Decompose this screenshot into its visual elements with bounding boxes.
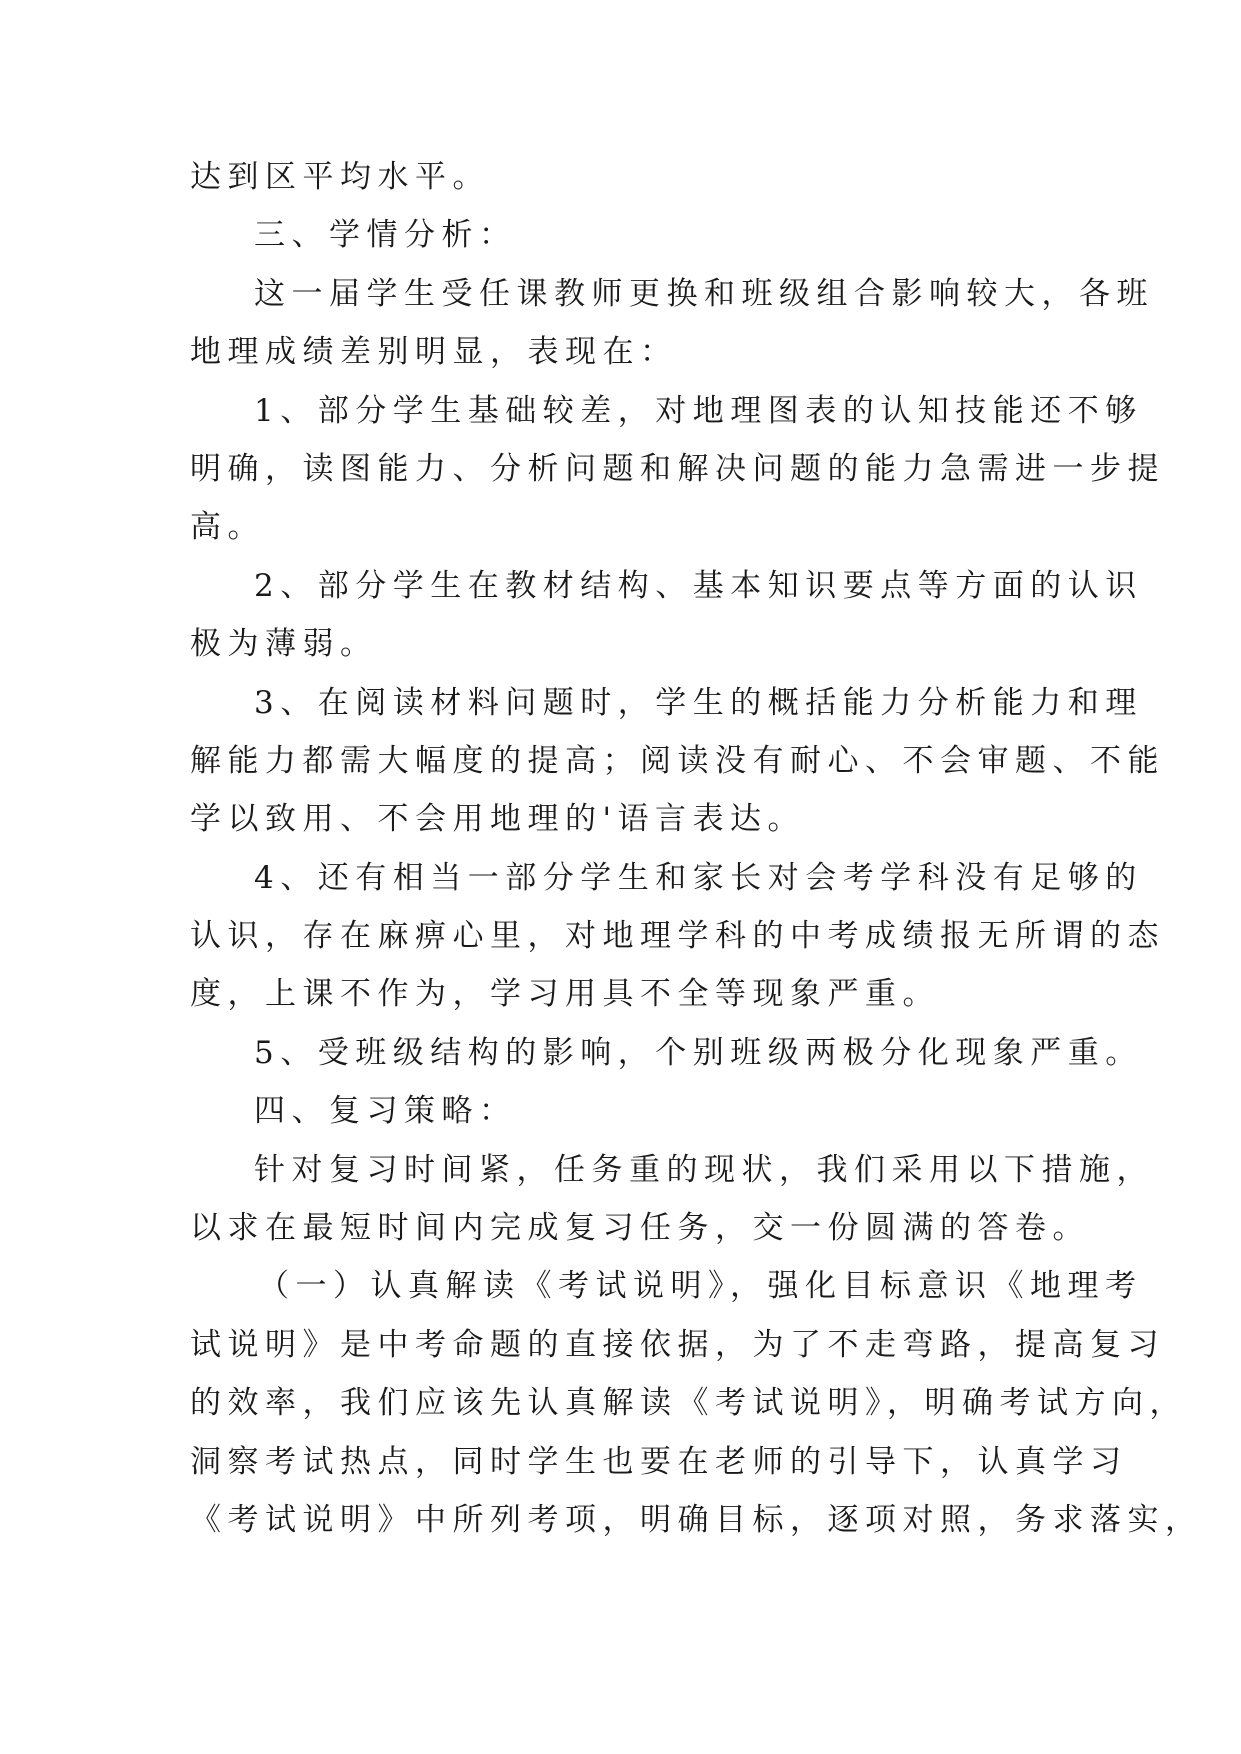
text-line: 《考试说明》中所列考项，明确目标，逐项对照，务求落实，: [190, 1501, 1203, 1538]
section-heading: 四、复习策略：: [254, 1093, 517, 1130]
section-heading: 三、学情分析：: [254, 217, 517, 254]
text-line: 的效率，我们应该先认真解读《考试说明》，明确考试方向，: [190, 1385, 1187, 1422]
text-line: 洞察考试热点，同时学生也要在老师的引导下，认真学习: [190, 1443, 1128, 1480]
text-line: 地理成绩差别明显，表现在：: [190, 334, 678, 371]
list-item: 2、部分学生在教材结构、基本知识要点等方面的认识: [254, 567, 1143, 604]
text-line: 学以致用、不会用地理的'语言表达。: [190, 801, 806, 838]
text-line: 明确，读图能力、分析问题和解决问题的能力急需进一步提: [190, 450, 1165, 487]
text-line: 极为薄弱。: [190, 626, 378, 663]
text-line: 度，上课不作为，学习用具不全等现象严重。: [190, 976, 940, 1013]
text-line: 针对复习时间紧，任务重的现状，我们采用以下措施，: [254, 1151, 1154, 1188]
text-line: 解能力都需大幅度的提高；阅读没有耐心、不会审题、不能: [190, 742, 1165, 779]
text-line: 达到区平均水平。: [190, 159, 490, 195]
list-item: 1、部分学生基础较差，对地理图表的认知技能还不够: [254, 392, 1143, 429]
list-item: 3、在阅读材料问题时，学生的概括能力分析能力和理: [254, 684, 1143, 721]
list-item: 5、受班级结构的影响，个别班级两极分化现象严重。: [254, 1034, 1143, 1071]
text-line: 试说明》是中考命题的直接依据，为了不走弯路，提高复习: [190, 1326, 1165, 1363]
text-line: 这一届学生受任课教师更换和班级组合影响较大，各班: [254, 275, 1154, 312]
document-body: [190, 148, 1203, 1549]
text-line: 以求在最短时间内完成复习任务，交一份圆满的答卷。: [190, 1210, 1090, 1247]
subsection-heading: （一）认真解读《考试说明》，强化目标意识《地理考: [258, 1268, 1143, 1305]
text-line: 高。: [190, 509, 265, 546]
text-line: 认识，存在麻痹心里，对地理学科的中考成绩报无所谓的态: [190, 918, 1165, 955]
list-item: 4、还有相当一部分学生和家长对会考学科没有足够的: [254, 859, 1143, 896]
